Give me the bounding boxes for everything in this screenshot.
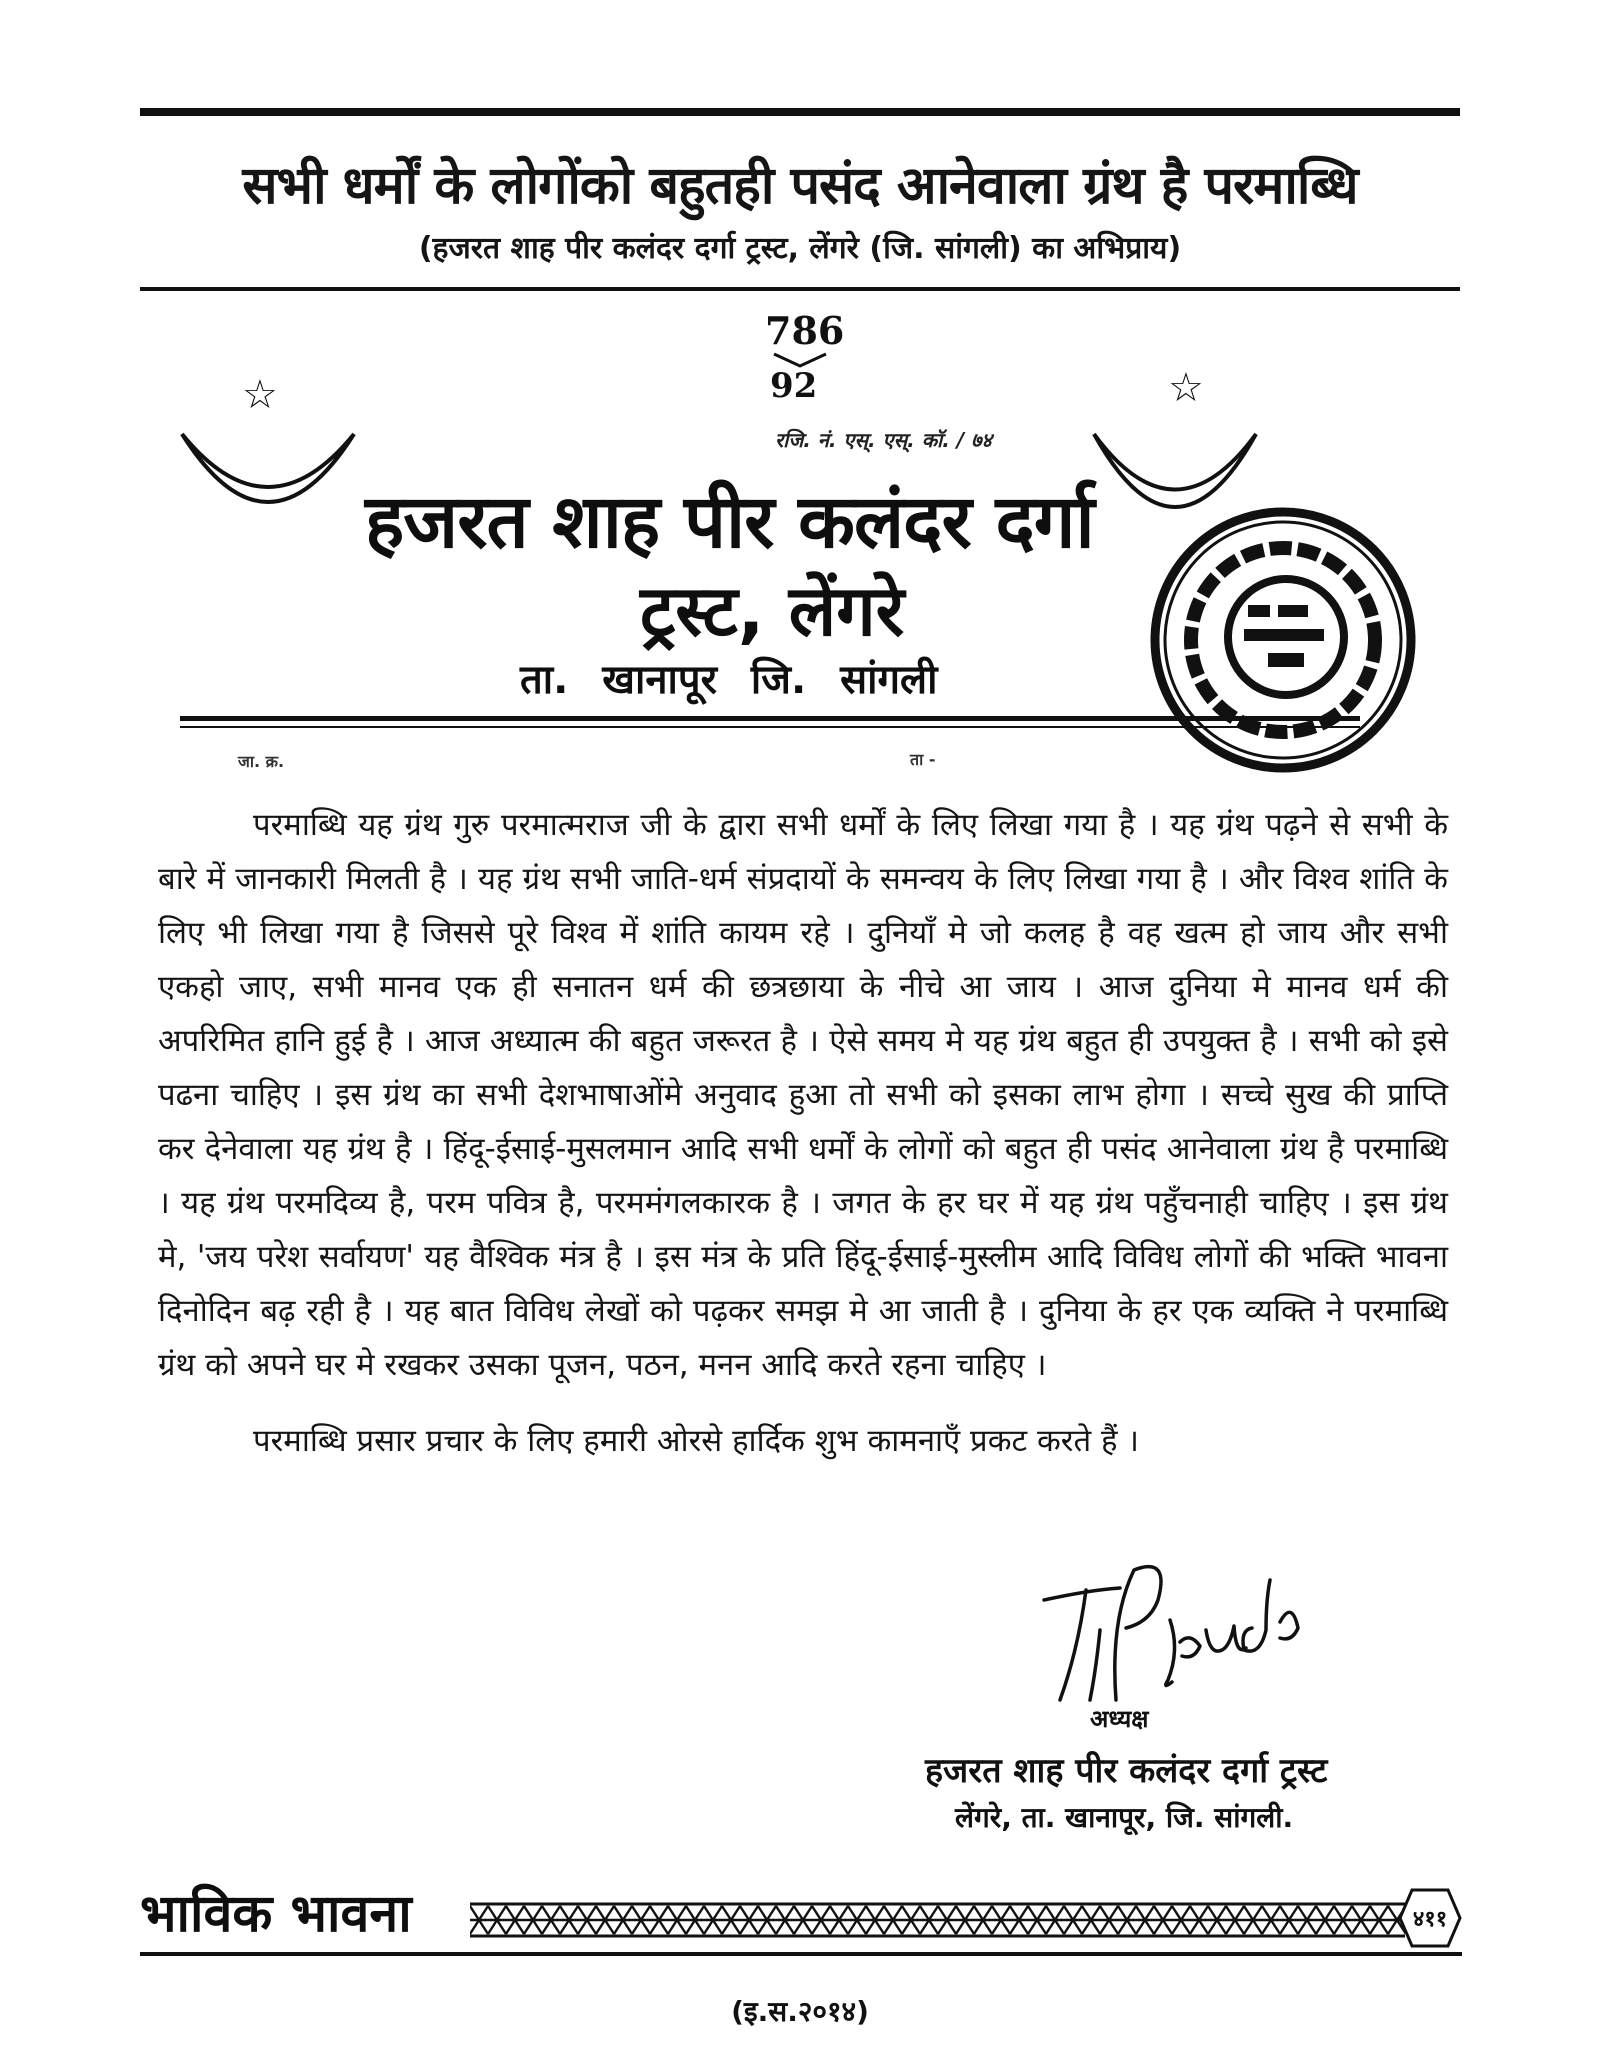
number-786: 786 <box>765 308 845 353</box>
page-number: ४११ <box>1412 1907 1448 1932</box>
trust-name-line2: ट्रस्ट, लेंगरे <box>640 570 905 652</box>
body-paragraph-1: परमाब्धि यह ग्रंथ गुरु परमात्मराज जी के द्वारा सभी धर्मों के लिए लिखा गया है । यह ग्रंथ पढ़ने से सभी के बारे में जानकारी मिलती है । यह ग्रंथ सभी जाति-धर्म संप्रदायों के समन्वय के लिए लिखा गया है । और विश्व शांति के लिए भी लिखा गया है जिससे पूरे विश्व में शांति कायम रहे । दुनियाँ मे जो कलह है वह खत्म हो जाय और सभी एकहो जाए, सभी मानव एक ही सनातन धर्म की छत्रछाया के नीचे आ जाय । आज दुनिया मे मानव धर्म की अपरिमित हानि हुई है । आज अध्यात्म की बहुत जरूरत है । ऐसे समय मे यह ग्रंथ बहुत ही उपयुक्त है । सभी को इसे पढना चाहिए । इस ग्रंथ का सभी देशभाषाओंमे अनुवाद हुआ तो सभी को इसका लाभ होगा । सच्चे सुख की प्राप्ति कर देनेवाला यह ग्रंथ है । हिंदू-ईसाई-मुसलमान आदि सभी धर्मों के लोगों को बहुत ही पसंद आनेवाला ग्रंथ है परमाब्धि । यह ग्रंथ परमदिव्य है, परम पवित्र है, परममंगलकारक है । जगत के हर घर में यह ग्रंथ पहुँचनाही चाहिए । इस ग्रंथ मे, 'जय परेश सर्वायण' यह वैश्विक मंत्र है । इस मंत्र के प्रति हिंदू-ईसाई-मुस्लीम आदि विविध लोगों की भक्ति भावना दिनोदिन बढ़ रही है । यह बात विविध लेखों को पढ़कर समझ मे आ जाती है । दुनिया के हर एक व्यक्ति ने परमाब्धि ग्रंथ को अपने घर मे रखकर उसका पूजन, पठन, मनन आदि करते रहना चाहिए । <box>158 807 1448 1383</box>
signatory-organization: हजरत शाह पीर कलंदर दर्गा ट्रस्ट <box>925 1751 1328 1791</box>
letter-number-label: जा. क्र. <box>238 752 285 771</box>
trust-seal-stamp <box>1148 505 1418 775</box>
footer-rule <box>140 1952 1462 1956</box>
signatory-title: अध्यक्ष <box>1090 1705 1149 1733</box>
letter-body <box>158 798 1448 1468</box>
letterhead-rule-thick <box>180 716 1360 721</box>
footer-decorative-border <box>470 1902 1405 1938</box>
star-left-icon: ☆ <box>242 372 278 418</box>
letterhead-rule-thin <box>180 726 1360 728</box>
trust-location: ता. खानापूर जि. सांगली <box>520 657 938 703</box>
number-92: 92 <box>770 366 818 406</box>
trust-name-line1: हजरत शाह पीर कलंदर दर्गा <box>365 479 1094 565</box>
handwritten-signature <box>1030 1560 1310 1710</box>
top-rule <box>140 108 1460 116</box>
body-paragraph-2: परमाब्धि प्रसार प्रचार के लिए हमारी ओरसे हार्दिक शुभ कामनाएँ प्रकट करते हैं । <box>253 1423 1140 1459</box>
sub-heading: (हजरत शाह पीर कलंदर दर्गा ट्रस्ट, लेंगरे (जि. सांगली) का अभिप्राय) <box>418 231 1182 266</box>
footer-year: (इ.स.२०१४) <box>731 1995 869 2028</box>
footer-book-title: भाविक भावना <box>140 1884 412 1944</box>
date-label: ता - <box>910 750 936 769</box>
crescent-moon-left-icon <box>178 430 358 525</box>
header-bottom-rule <box>140 287 1460 291</box>
star-right-icon: ☆ <box>1168 365 1204 411</box>
signatory-address: लेंगरे, ता. खानापूर, जि. सांगली. <box>955 1801 1294 1834</box>
registration-number: रजि. नं. एस्. एस्. कॉ. / ७४ <box>775 428 992 452</box>
main-heading: सभी धर्मों के लोगोंको बहुतही पसंद आनेवाला ग्रंथ है परमाब्धि <box>242 156 1358 216</box>
